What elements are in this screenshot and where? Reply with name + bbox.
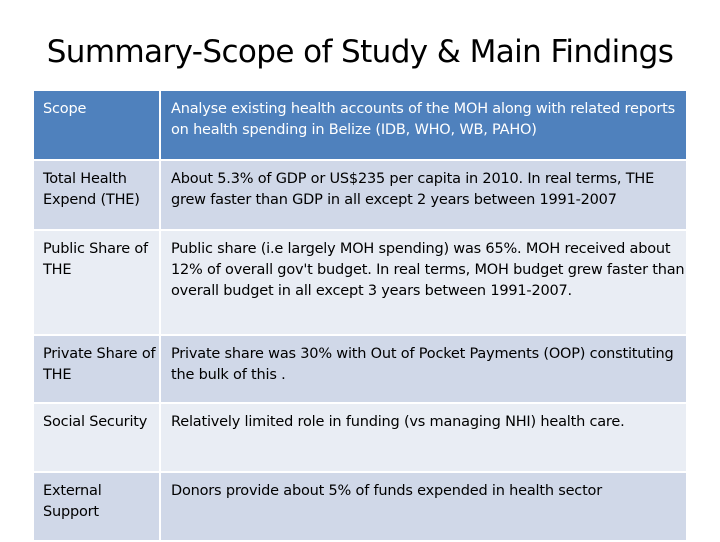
row-label: Social Security <box>34 404 161 471</box>
row-label: Scope <box>34 91 161 159</box>
row-text: Donors provide about 5% of funds expended in health sector <box>171 483 602 499</box>
slide-title: Summary-Scope of Study & Main Findings <box>46 34 674 70</box>
row-text: Analyse existing health accounts of the MOH along with related reports on health spending in Belize (IDB, WHO, WB, PAHO) <box>171 101 675 138</box>
row-text: About 5.3% of GDP or US$235 per capita in 2010. In real terms, THE grew faster than GDP in all except 2 years between 1991-2007 <box>171 171 655 208</box>
table-row-public-share <box>34 231 686 336</box>
row-text: Private share was 30% with Out of Pocket Payments (OOP) constituting the bulk of this . <box>171 346 674 383</box>
table-row-private-share <box>34 336 686 404</box>
row-text: Public share (i.e largely MOH spending) was 65%. MOH received about 12% of overall gov't budget. In real terms, MOH budget grew faster than overall budget in all except 3 years between 1991-2007. <box>171 241 685 299</box>
row-text: Relatively limited role in funding (vs managing NHI) health care. <box>171 414 625 430</box>
row-label: Total Health Expend (THE) <box>34 161 161 229</box>
table-row-external-support <box>34 473 686 542</box>
row-label: Private Share of THE <box>34 336 161 402</box>
findings-table <box>34 91 686 542</box>
table-row-social-security <box>34 404 686 473</box>
row-label: External Support <box>34 473 161 540</box>
table-row-total-health-expend <box>34 161 686 231</box>
row-label: Public Share of THE <box>34 231 161 334</box>
table-row-scope <box>34 91 686 161</box>
